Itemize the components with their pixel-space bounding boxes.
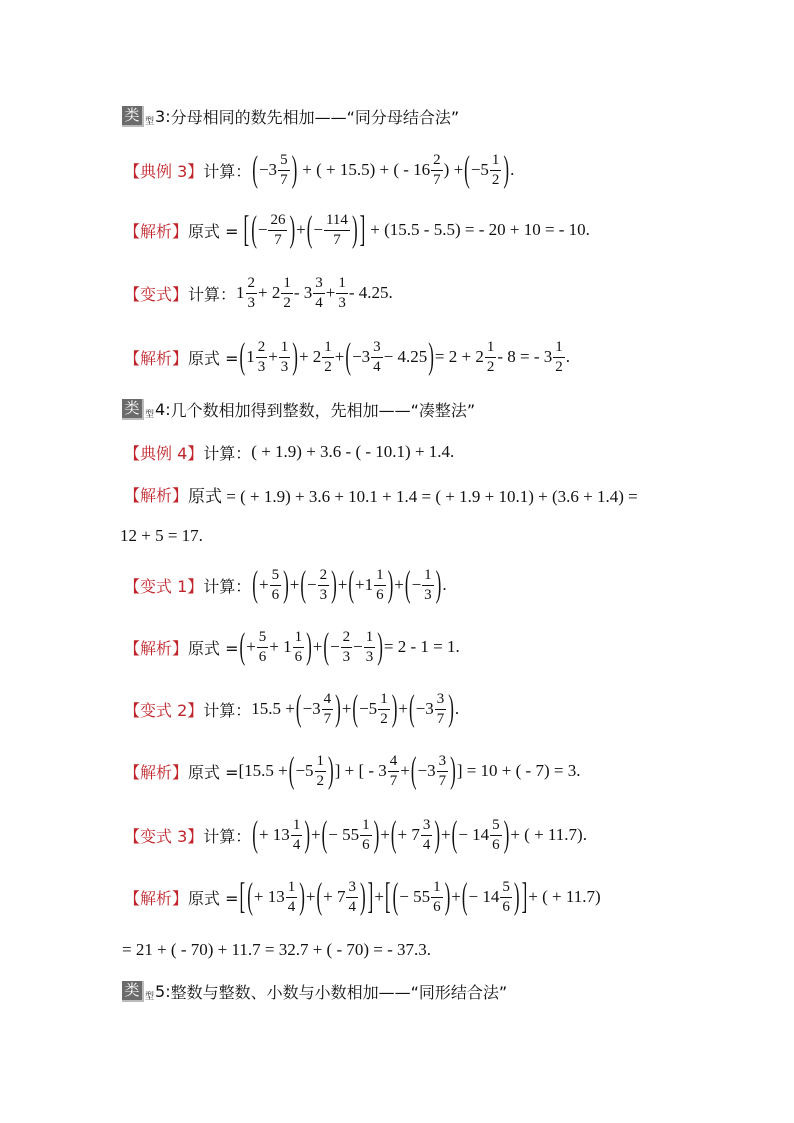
analysis-label: 【解析】 xyxy=(124,638,189,658)
math-expression: 12 + 5 = 17. xyxy=(120,526,203,545)
solution-3 xyxy=(124,205,590,255)
orig-word: 原式 = xyxy=(188,888,239,908)
section-title: 几个数相加得到整数，先相加——“凑整法” xyxy=(170,401,476,420)
section-header-5 xyxy=(122,980,507,1003)
solution-variant-2 xyxy=(124,746,580,796)
calc-word: 计算： xyxy=(203,700,252,720)
variant xyxy=(124,268,393,318)
math-expression: ( + 5 6 ) + ( − 2 3 ) + ( +1 1 6 ) + ( − 1 3 ) . xyxy=(252,563,447,605)
math-expression: [ ( + 13 1 4 ) + ( + 7 3 4 ) ] + [ ( − 55 1 6 ) + ( − 14 5 6 ) ] + ( + 11.7) xyxy=(239,875,601,917)
variant-label: 【变式 3】 xyxy=(124,826,204,846)
calc-word: 计算： xyxy=(203,826,252,846)
section-title: 整数与整数、小数与小数相加——“同形结合法” xyxy=(170,983,508,1002)
example-label: 【典例 3】 xyxy=(124,161,204,181)
example-3 xyxy=(124,145,514,195)
variant-2 xyxy=(124,684,459,734)
solution-variant-3-cont xyxy=(122,938,431,962)
orig-word: 原式 = xyxy=(188,221,239,241)
section-title: 分母相同的数先相加——“同分母结合法” xyxy=(170,108,460,127)
variant-3 xyxy=(124,810,587,860)
orig-word: 原式 = xyxy=(188,762,239,782)
variant-label: 【变式 2】 xyxy=(124,700,204,720)
calc-word: 计算： xyxy=(188,284,237,304)
example-4 xyxy=(124,440,454,464)
math-expression: ( 1 2 3 + 1 3 ) + 2 1 2 + ( −3 3 4 − 4.25 ) = 2 + 2 1 2 - 8 = - 3 1 2 . xyxy=(239,335,571,377)
math-expression: 15.5 + ( −3 4 7 ) + ( −5 1 2 ) + ( −3 3 7 ) . xyxy=(251,687,460,729)
math-expression: ( + 1.9) + 3.6 - ( - 10.1) + 1.4. xyxy=(251,442,455,461)
section-header-4 xyxy=(122,398,475,421)
analysis-label: 【解析】 xyxy=(124,348,189,368)
math-expression: ( −3 5 7 ) + ( + 15.5) + ( - 16 2 7 ) + ( −5 1 2 ) . xyxy=(252,148,515,190)
analysis-label: 【解析】 xyxy=(124,888,189,908)
math-expression: ( + 13 1 4 ) + ( − 55 1 6 ) + ( + 7 3 4 ) + ( − 14 5 6 ) + ( + 11.7). xyxy=(252,813,587,855)
type-badge: 类 型 xyxy=(122,106,154,127)
type-badge: 类 型 xyxy=(122,399,154,420)
math-expression: = 21 + ( - 70) + 11.7 = 32.7 + ( - 70) = - 37.3. xyxy=(122,940,432,959)
calc-word: 计算： xyxy=(203,576,252,596)
section-number: 3: xyxy=(155,107,171,126)
math-expression: 原式 = ( + 1.9) + 3.6 + 10.1 + 1.4 = ( + 1.9 + 10.1) + (3.6 + 1.4) = xyxy=(188,486,638,506)
calc-word: 计算： xyxy=(203,161,252,181)
solution-4-cont xyxy=(120,524,203,548)
analysis-label: 【解析】 xyxy=(124,485,189,505)
variant-1 xyxy=(124,560,447,610)
math-expression: 1 2 3 + 2 1 2 - 3 3 4 + 1 3 - 4.25. xyxy=(236,274,393,311)
variant-label: 【变式 1】 xyxy=(124,576,204,596)
solution-variant-3 xyxy=(124,872,601,922)
section-number: 5: xyxy=(155,982,171,1001)
solution-4 xyxy=(124,482,638,506)
section-number: 4: xyxy=(155,400,171,419)
math-expression: ( + 5 6 + 1 1 6 ) + ( − 2 3 − 1 3 ) = 2 - 1 = 1. xyxy=(239,625,460,667)
analysis-label: 【解析】 xyxy=(124,762,189,782)
section-header-3 xyxy=(122,105,459,128)
variant-label: 【变式】 xyxy=(124,284,189,304)
calc-word: 计算： xyxy=(203,443,252,463)
type-badge: 类 型 xyxy=(122,981,154,1002)
orig-word: 原式 = xyxy=(188,638,239,658)
math-expression: [15.5 + ( −5 1 2 ) ] + [ - 3 4 7 + ( −3 3 7 ) ] = 10 + ( - 7) = 3. xyxy=(238,749,581,791)
example-label: 【典例 4】 xyxy=(124,443,204,463)
solution-variant xyxy=(124,332,570,382)
math-expression: [ ( − 26 7 ) + ( − 114 7 ) ] + (15.5 - 5.5) = - 20 + 10 = - 10. xyxy=(243,208,590,250)
orig-word: 原式 = xyxy=(188,348,239,368)
solution-variant-1 xyxy=(124,622,460,672)
analysis-label: 【解析】 xyxy=(124,221,189,241)
